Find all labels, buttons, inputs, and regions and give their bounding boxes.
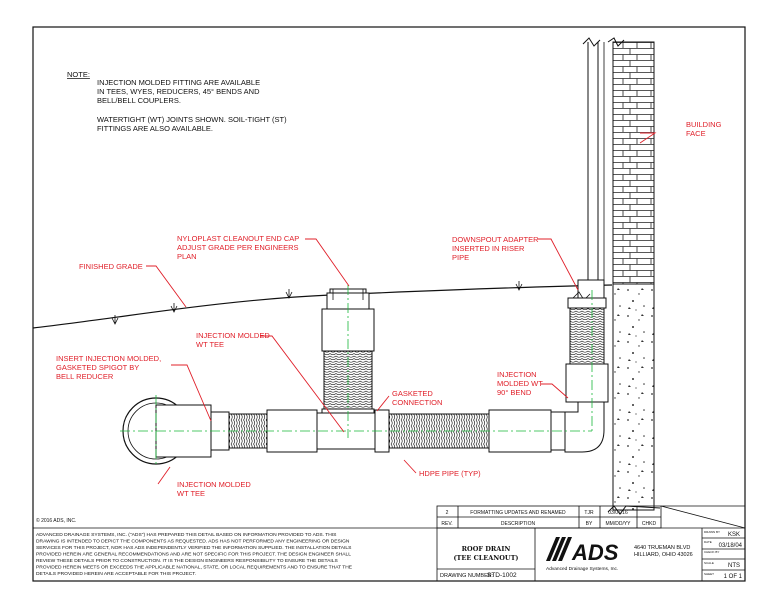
hdpe-pipe-label: HDPE PIPE (TYP) — [419, 469, 481, 478]
note-line: INJECTION MOLDED FITTING ARE AVAILABLE — [97, 78, 261, 87]
drawn-label: DRAWN BY — [704, 530, 721, 534]
sheet-value: 1 OF 1 — [723, 574, 742, 580]
downspout-label: PIPE — [452, 253, 470, 262]
cleanout-cap-label: NYLOPLAST CLEANOUT END CAP — [177, 234, 300, 243]
wt-tee-upper-label: INJECTION MOLDED — [196, 331, 270, 340]
drawing-title — [440, 545, 519, 579]
address-line: HILLIARD, OHIO 43026 — [634, 552, 693, 558]
finished-grade-label: FINISHED GRADE — [79, 262, 143, 271]
date-value: 03/18/04 — [718, 543, 742, 549]
date-label: DATE — [704, 540, 712, 544]
insert-reducer-label: INSERT INJECTION MOLDED, — [56, 354, 162, 363]
note-line: BELL/BELL COUPLERS. — [97, 96, 181, 105]
rev-number: 2 — [445, 510, 449, 516]
logo-slashes — [546, 537, 572, 561]
note-line: WATERTIGHT (WT) JOINTS SHOWN. SOIL-TIGHT (ST) — [97, 115, 287, 124]
note-label: NOTE: — [67, 70, 90, 79]
building-face — [604, 38, 660, 514]
disclaimer — [36, 532, 353, 577]
downspout-pipe — [583, 38, 600, 282]
wt-tee-upper-label: WT TEE — [196, 340, 225, 349]
cleanout-cap-label: PLAN — [177, 252, 197, 261]
scale-value: NTS — [728, 563, 740, 569]
insert-reducer-label: GASKETED SPIGOT BY — [56, 363, 140, 372]
title-line-1: ROOF DRAIN — [461, 545, 511, 553]
building-face-label: FACE — [686, 129, 706, 138]
copyright: © 2016 ADS, INC. — [36, 518, 77, 524]
disclaimer-line: PROVIDED HEREIN MEETS OR EXCEEDS THE APPLICABLE NATIONAL, STATE, OR LOCAL REQUIREMENTS AND TO ENSURE THAT THE — [36, 565, 353, 571]
bend-label: MOLDED WT — [497, 379, 543, 388]
disclaimer-line: DETAILS PROVIDED HEREIN ARE ACCEPTABLE FOR THIS PROJECT. — [36, 572, 197, 577]
downspout-label: DOWNSPOUT ADAPTER — [452, 235, 539, 244]
title-line-2: (TEE CLEANOUT) — [453, 554, 519, 562]
disclaimer-line: SERVICES FOR THIS PROJECT, NOR HAS ADS INDEPENDENTLY VERIFIED THE INFORMATION SUPPLIED. THE INSTALLATION DETAILS — [36, 546, 352, 551]
drawing-number: STD-1002 — [487, 572, 517, 579]
disclaimer-line: ADVANCED DRAINAGE SYSTEMS, INC. ("ADS") HAS PREPARED THIS DETAIL BASED ON INFORMATION PROVIDED TO ADS. THIS — [36, 533, 337, 538]
drawn-value: KSK — [727, 532, 740, 538]
insert-reducer-label: BELL REDUCER — [56, 372, 114, 381]
cleanout-cap-label: ADJUST GRADE PER ENGINEERS — [177, 243, 299, 252]
address-line: 4640 TRUEMAN BLVD — [634, 545, 691, 551]
rev-date: 03/07/16 — [608, 510, 628, 516]
disclaimer-line: REVIEW THESE DETAILS PRIOR TO CONSTRUCTION. IT IS THE DESIGN ENGINEERS RESPONSIBILITY TO ENSURE THE DETAILS — [36, 559, 338, 564]
scale-label: SCALE — [704, 561, 714, 565]
rev-header: DESCRIPTION — [500, 521, 536, 527]
note-line: IN TEES, WYES, REDUCERS, 45° BENDS AND — [97, 87, 260, 96]
drawing-number-label: DRAWING NUMBER: — [440, 573, 494, 579]
building-face-label: BUILDING — [686, 120, 722, 129]
riser-pipe — [566, 280, 608, 402]
downspout-label: INSERTED IN RISER — [452, 244, 525, 253]
check-label: CHECK BY — [704, 550, 720, 554]
disclaimer-line: DRAWING IS INTENDED TO DEPICT THE COMPONENTS AS REQUESTED. ADS HAS NOT PERFORMED ANY ENGINEERING OR DESIGN — [36, 539, 350, 545]
rev-header: MM/DD/YY — [605, 521, 631, 527]
bend-label: 90° BEND — [497, 388, 532, 397]
rev-header: REV. — [441, 521, 453, 527]
info-block — [704, 530, 743, 580]
foundation-wall — [613, 284, 654, 510]
logo-text: ADS — [572, 540, 619, 565]
gasketed-label: CONNECTION — [392, 398, 443, 407]
gasketed-label: GASKETED — [392, 389, 433, 398]
rev-description: FORMATTING UPDATES AND RENAMED — [470, 510, 566, 516]
wt-tee-lower-label: WT TEE — [177, 489, 206, 498]
grade-ticks — [112, 281, 522, 324]
bend-label: INJECTION — [497, 370, 537, 379]
rev-by: TJR — [584, 510, 594, 516]
ads-logo — [546, 537, 693, 572]
sheet-label: SHEET — [704, 572, 715, 576]
company-name: Advanced Drainage Systems, Inc. — [546, 567, 619, 572]
note-line: FITTINGS ARE ALSO AVAILABLE. — [97, 124, 214, 133]
rev-header: CHKD — [641, 521, 657, 527]
revision-text — [441, 510, 656, 527]
brick-wall — [613, 42, 654, 284]
note-block — [67, 70, 287, 133]
disclaimer-line: PROVIDED HEREIN ARE GENERAL RECOMMENDATIONS AND ARE NOT SPECIFIC FOR THIS PROJECT. THE DESIGN ENGINEER SHALL — [36, 552, 351, 558]
bend-90 — [565, 402, 604, 452]
rev-header: BY — [585, 521, 593, 527]
wt-tee-lower-label: INJECTION MOLDED — [177, 480, 251, 489]
